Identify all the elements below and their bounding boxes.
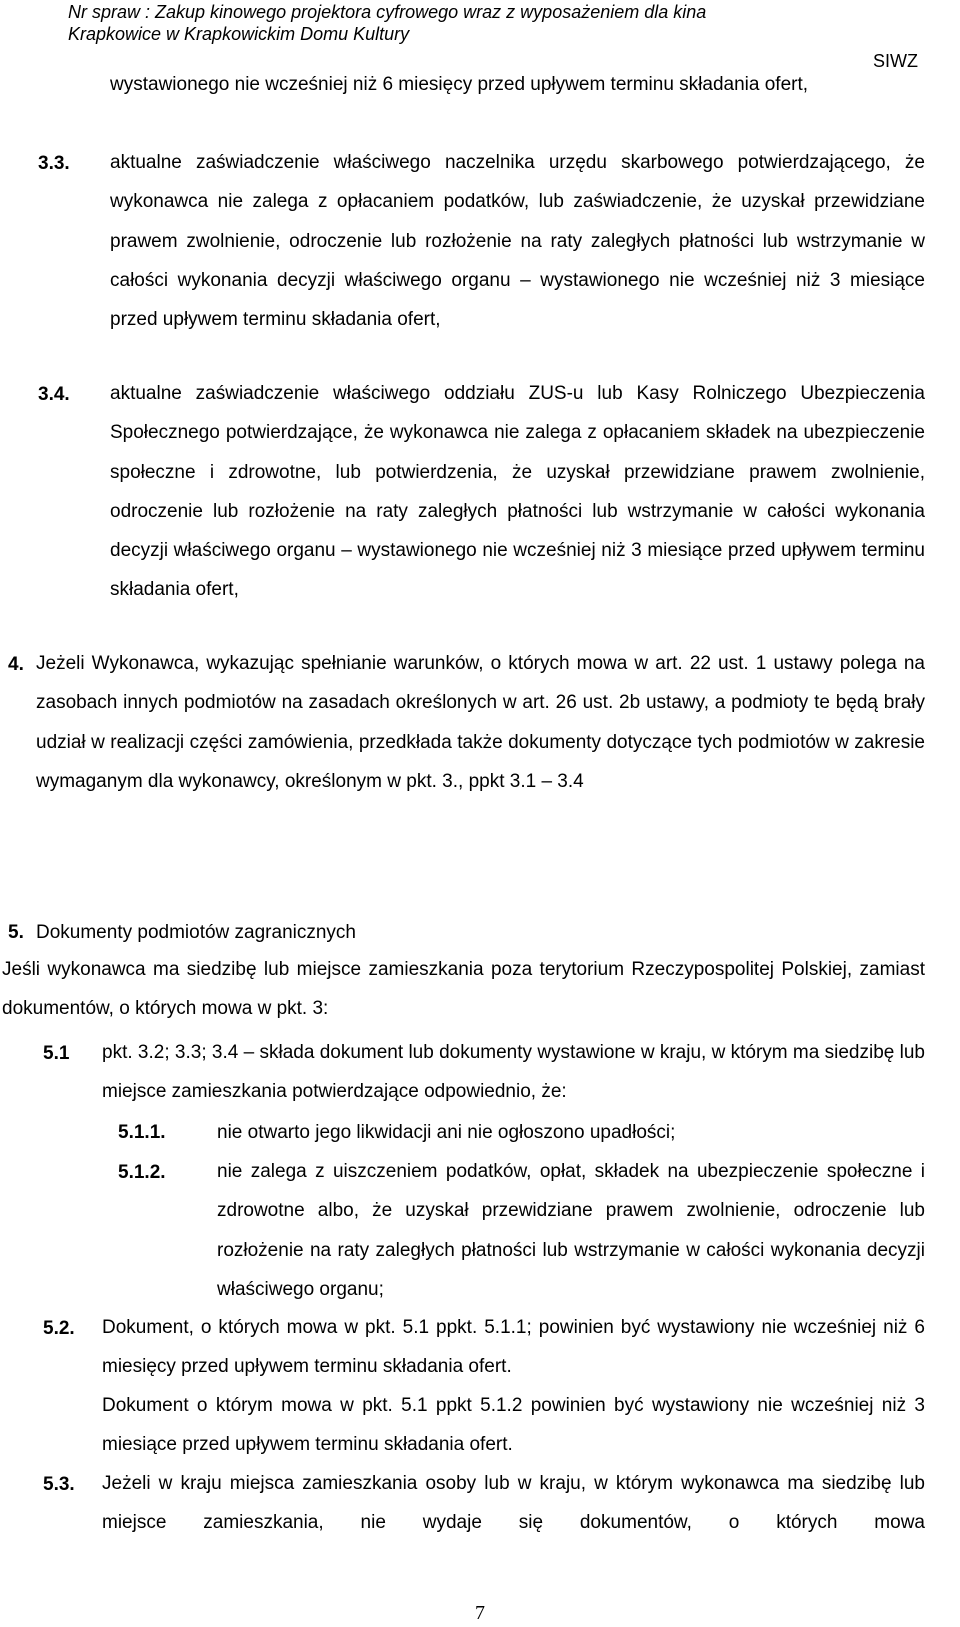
item-number-5: 5. [8,922,24,943]
paragraph-5-3: Jeżeli w kraju miejsca zamieszkania osoby lub w kraju, w którym wykonawca ma siedzibę lub miejsce zamieszkania, nie wydaje się dokumentów, o których mowa [102,1473,925,1534]
item-number-5-1: 5.1 [43,1043,70,1064]
paragraph-5-1: pkt. 3.2; 3.3; 3.4 – składa dokument lub dokumenty wystawione w kraju, w którym ma siedzibę lub miejsce zamieszkania potwierdzające odpowiednio, że: [102,1042,925,1103]
item-number-5-2: 5.2. [43,1318,75,1339]
document-header-title: Nr spraw : Zakup kinowego projektora cyfrowego wraz z wyposażeniem dla kina [68,2,707,22]
page-number: 7 [475,1602,485,1624]
item-number-3-4: 3.4. [38,384,70,405]
paragraph-5-2-b: Dokument o którym mowa w pkt. 5.1 ppkt 5.1.2 powinien być wystawiony nie wcześniej niż 3 miesiące przed upływem terminu składania ofert. [102,1395,925,1456]
item-number-3-3: 3.3. [38,153,70,174]
paragraph-4: Jeżeli Wykonawca, wykazując spełnianie warunków, o których mowa w art. 22 ust. 1 ustawy polega na zasobach innych podmiotów na zasadach określonych w art. 26 ust. 2b ustawy, a podmioty te będą brały udział w realizacji części zamówienia, przedkłada także dokumenty dotyczące tych podmiotów w zakresie wymaganym dla wykonawcy, określonym w pkt. 3., ppkt 3.1 – 3.4 [36,653,925,792]
paragraph-5: Jeśli wykonawca ma siedzibę lub miejsce zamieszkania poza terytorium Rzeczypospolitej Polskiej, zamiast dokumentów, o których mowa w pkt. 3: [2,959,925,1020]
paragraph-5-1-1: nie otwarto jego likwidacji ani nie ogłoszono upadłości; [217,1122,676,1143]
section-heading-5: Dokumenty podmiotów zagranicznych [36,922,356,943]
item-number-5-1-2: 5.1.2. [118,1162,166,1183]
item-number-5-3: 5.3. [43,1474,75,1495]
paragraph-continuation: wystawionego nie wcześniej niż 6 miesięcy przed upływem terminu składania ofert, [110,74,809,95]
paragraph-3-3: aktualne zaświadczenie właściwego naczelnika urzędu skarbowego potwierdzającego, że wykonawca nie zalega z opłacaniem podatków, lub zaświadczenie, że uzyskał przewidziane prawem zwolnienie, odroczenie lub rozłożenie na raty zaległych płatności lub wstrzymanie w całości wykonania decyzji właściwego organu – wystawionego nie wcześniej niż 3 miesiące przed upływem terminu składania ofert, [110,152,925,331]
document-header-subtitle: Krapkowice w Krapkowickim Domu Kultury [68,24,410,44]
item-number-4: 4. [8,654,24,675]
item-number-5-1-1: 5.1.1. [118,1122,166,1143]
paragraph-5-2-a: Dokument, o których mowa w pkt. 5.1 ppkt. 5.1.1; powinien być wystawiony nie wcześniej niż 6 miesięcy przed upływem terminu składania ofert. [102,1317,925,1378]
paragraph-3-4: aktualne zaświadczenie właściwego oddziału ZUS-u lub Kasy Rolniczego Ubezpieczenia Społecznego potwierdzające, że wykonawca nie zalega z opłacaniem składek na ubezpieczenie społeczne i zdrowotne, lub potwierdzenia, że uzyskał przewidziane prawem zwolnienie, odroczenie lub rozłożenie na raty zaległych płatności lub wstrzymanie w całości wykonania decyzji właściwego organu – wystawionego nie wcześniej niż 3 miesiące przed upływem terminu składania ofert, [110,383,925,601]
paragraph-5-1-2: nie zalega z uiszczeniem podatków, opłat, składek na ubezpieczenie społeczne i zdrowotne albo, że uzyskał przewidziane prawem zwolnienie, odroczenie lub rozłożenie na raty zaległych płatności lub wstrzymanie w całości wykonania decyzji właściwego organu; [217,1161,925,1300]
document-type-label: SIWZ [873,51,918,71]
